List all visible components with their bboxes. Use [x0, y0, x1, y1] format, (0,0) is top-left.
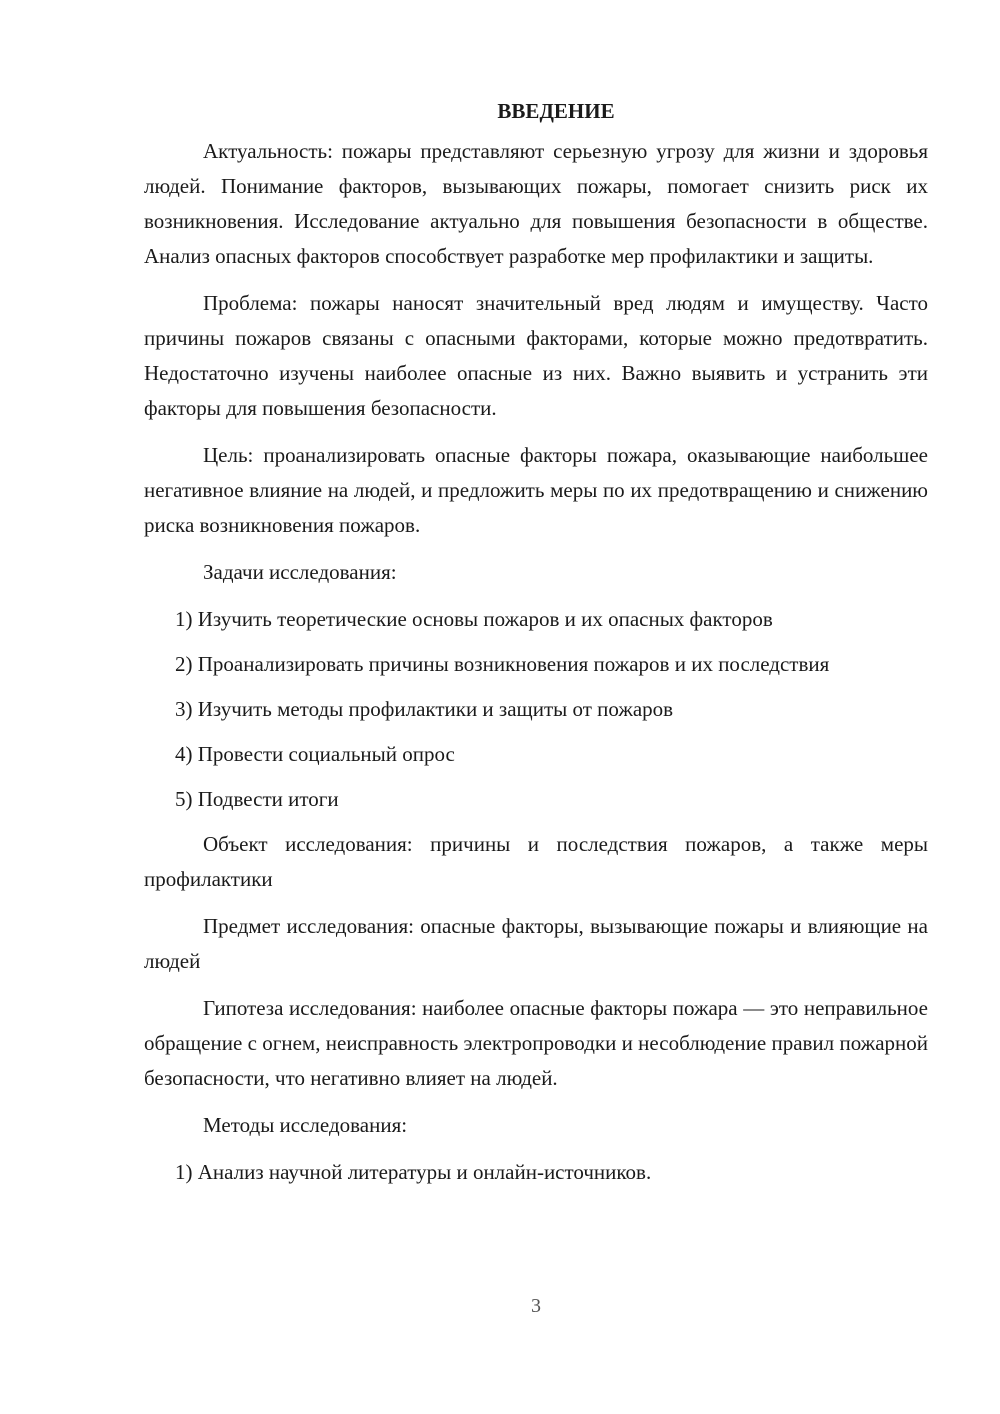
methods-label: Методы исследования: [203, 1113, 408, 1137]
hypothesis-paragraph: Гипотеза исследования: наиболее опасные факторы пожара — это неправильное обращение с огнем, неисправность электропроводки и несоблюдение правил пожарной безопасности, что негативно влияет на людей. [144, 996, 928, 1090]
task-item: 3) Изучить методы профилактики и защиты от пожаров [175, 697, 674, 721]
subject-paragraph: Предмет исследования: опасные факторы, вызывающие пожары и влияющие на людей [144, 914, 928, 973]
problem-paragraph: Проблема: пожары наносят значительный вред людям и имуществу. Часто причины пожаров связаны с опасными факторами, которые можно предотвратить. Недостаточно изучены наиболее опасные из них. Важно выявить и устранить эти факторы для повышения безопасности. [144, 291, 928, 420]
task-item: 2) Проанализировать причины возникновения пожаров и их последствия [175, 652, 830, 676]
task-item: 5) Подвести итоги [175, 787, 339, 811]
tasks-label: Задачи исследования: [203, 560, 397, 584]
page-number: 3 [531, 1295, 541, 1317]
task-item: 1) Изучить теоретические основы пожаров и их опасных факторов [175, 607, 773, 631]
task-item: 4) Провести социальный опрос [175, 742, 455, 766]
page-title: ВВЕДЕНИЕ [497, 99, 615, 123]
document-body [144, 96, 928, 1200]
relevance-paragraph: Актуальность: пожары представляют серьезную угрозу для жизни и здоровья людей. Понимание факторов, вызывающих пожары, помогает снизить риск их возникновения. Исследование актуально для повышения безопасности в обществе. Анализ опасных факторов способствует разработке мер профилактики и защиты. [144, 139, 928, 268]
object-paragraph: Объект исследования: причины и последствия пожаров, а также меры профилактики [144, 832, 928, 891]
goal-paragraph: Цель: проанализировать опасные факторы пожара, оказывающие наибольшее негативное влияние на людей, и предложить меры по их предотвращению и снижению риска возникновения пожаров. [144, 443, 928, 537]
method-item: 1) Анализ научной литературы и онлайн-источников. [175, 1160, 652, 1184]
